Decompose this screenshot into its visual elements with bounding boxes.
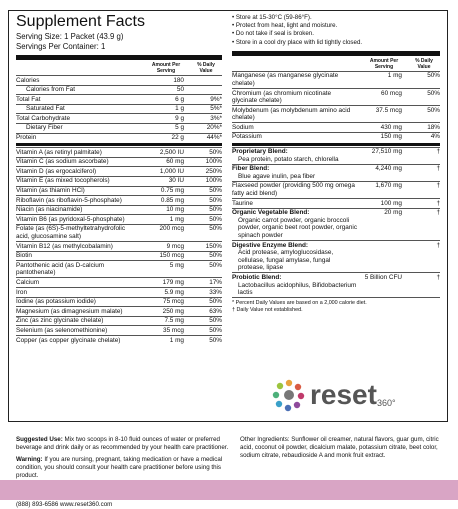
nutrient-label: Pantothenic acid (as D-calcium pantothenate) <box>16 261 105 277</box>
nutrient-row <box>16 260 222 277</box>
warning-label: Warning: <box>16 456 43 463</box>
nutrient-row <box>232 208 440 240</box>
facts-left-column <box>16 14 222 345</box>
nutrient-table-left <box>16 75 222 345</box>
footnote-dv: * Percent Daily Values are based on a 2,000 calorie diet. <box>232 300 367 307</box>
nutrient-row <box>16 287 222 297</box>
nutrient-amount: 1 g <box>175 105 184 113</box>
nutrient-row <box>16 195 222 205</box>
nutrient-dv: 18% <box>427 123 440 131</box>
nutrient-label: Calories <box>16 76 40 84</box>
blend-ingredients: Lactobacillus acidophilus, Bifidobacterium lactis <box>238 281 357 297</box>
nutrient-label: Sodium <box>232 123 254 131</box>
nutrient-label: Calories from Fat <box>26 86 76 94</box>
nutrient-amount: 180 <box>173 76 184 84</box>
nutrient-row <box>16 205 222 215</box>
nutrient-name <box>16 77 142 85</box>
storage-item: • Do not take if seal is broken. <box>232 30 440 38</box>
nutrient-label: Iodine (as potassium iodide) <box>16 298 96 306</box>
nutrient-dv: 50% <box>209 261 222 269</box>
footnotes <box>232 297 440 314</box>
nutrient-name <box>16 298 142 306</box>
nutrient-row <box>16 297 222 307</box>
nutrient-amount: 9 g <box>175 114 184 122</box>
nutrient-row <box>16 166 222 176</box>
nutrient-dv: 100% <box>205 177 222 185</box>
nutrient-dv: 33% <box>209 288 222 296</box>
nutrient-label: Riboflavin (as riboflavin-5-phosphate) <box>16 196 122 204</box>
nutrient-amount: 60 mg <box>166 158 184 166</box>
nutrient-row <box>16 306 222 316</box>
nutrient-dv: † <box>436 199 440 207</box>
nutrient-dv: 50% <box>209 252 222 260</box>
nutrient-amount: 5 Billion CFU <box>364 273 402 281</box>
nutrient-name <box>16 105 142 113</box>
nutrient-dv: 50% <box>209 215 222 223</box>
nutrient-amount: 6 g <box>175 95 184 103</box>
nutrient-label: Dietary Fiber <box>26 124 63 132</box>
nutrient-name <box>16 206 142 214</box>
nutrient-dv: 4% <box>430 133 440 141</box>
nutrient-amount: 20 mg <box>384 209 402 217</box>
nutrient-name <box>232 200 360 208</box>
nutrient-name <box>16 134 142 142</box>
nutrient-name <box>16 327 142 335</box>
warning-text: If you are nursing, pregnant, taking medication or have a medical condition, you should consult your health care practitioner before using this product. <box>16 456 223 479</box>
nutrient-row <box>16 85 222 95</box>
nutrient-label: Selenium (as selenomethionine) <box>16 326 108 334</box>
storage-list <box>232 14 440 47</box>
nutrient-name <box>16 279 142 287</box>
nutrient-row <box>16 251 222 261</box>
nutrient-amount: 37.5 mcg <box>375 106 402 114</box>
nutrient-dv: 20%* <box>206 124 222 132</box>
nutrient-label: Flaxseed powder (providing 500 mg omega fatty acid blend) <box>232 182 355 198</box>
suggested-use-label: Suggested Use: <box>16 436 63 443</box>
nutrient-label: Niacin (as niacinamide) <box>16 206 83 214</box>
nutrient-amount: 1,670 mg <box>375 182 402 190</box>
nutrient-name <box>232 165 360 180</box>
nutrient-name <box>16 177 142 185</box>
col-amount: Amount Per Serving <box>151 62 181 74</box>
blend-ingredients: Pea protein, potato starch, chlorella <box>238 155 339 163</box>
nutrient-name <box>16 243 142 251</box>
nutrient-amount: 27,510 mg <box>371 148 402 156</box>
nutrient-row <box>232 181 440 198</box>
nutrient-row <box>16 335 222 345</box>
nutrient-label: Molybdenum (as molybdenum amino acid chelate) <box>232 106 351 122</box>
nutrient-dv: 100% <box>205 158 222 166</box>
nutrient-label: Vitamin E (as mixed tocopherols) <box>16 177 110 185</box>
nutrient-label: Calcium <box>16 278 40 286</box>
nutrient-label: Proprietary Blend: <box>232 148 288 156</box>
nutrient-amount: 179 mg <box>162 278 184 286</box>
nutrient-amount: 7.5 mg <box>164 317 184 325</box>
pink-band <box>0 480 458 500</box>
nutrient-amount: 200 mcg <box>159 225 184 233</box>
nutrient-name <box>16 197 142 205</box>
nutrient-dv: 50% <box>427 72 440 80</box>
nutrient-name <box>232 72 360 87</box>
nutrient-amount: 2,500 IU <box>159 148 184 156</box>
nutrient-row <box>232 272 440 297</box>
nutrient-dv: 50% <box>209 148 222 156</box>
nutrient-row <box>16 214 222 224</box>
nutrient-label: Potassium <box>232 133 262 141</box>
nutrient-name <box>16 96 142 104</box>
nutrient-amount: 75 mcg <box>163 298 184 306</box>
nutrient-name <box>232 182 360 197</box>
nutrient-name <box>232 107 360 122</box>
nutrient-table-right <box>232 71 440 142</box>
servings-per-container: Servings Per Container: 1 <box>16 42 106 51</box>
serving-size: Serving Size: 1 Packet (43.9 g) <box>16 32 124 41</box>
nutrient-label: Vitamin B6 (as pyridoxal-5-phosphate) <box>16 215 125 223</box>
storage-item: • Store in a cool dry place with lid tightly closed. <box>232 39 440 47</box>
nutrient-amount: 150 mcg <box>159 252 184 260</box>
nutrient-label: Vitamin (as thiamin HCl) <box>16 187 85 195</box>
nutrient-dv: 9%* <box>210 95 222 103</box>
nutrient-dv: † <box>436 165 440 173</box>
nutrient-label: Vitamin B12 (as methylcobalamin) <box>16 242 113 250</box>
nutrient-label: Chromium (as chromium nicotinate glycinate chelate) <box>232 89 332 105</box>
nutrient-amount: 5.9 mg <box>164 288 184 296</box>
col-dv: % Daily Value <box>415 57 433 70</box>
nutrient-amount: 1 mg <box>387 72 402 80</box>
nutrient-dv: 50% <box>209 206 222 214</box>
nutrient-label: Folate (as (6S)-5-methyltetrahydrofolic acid, glucosamine salt) <box>16 225 126 240</box>
nutrient-dv: 250% <box>205 167 222 175</box>
divider-thick <box>16 55 222 60</box>
nutrient-row <box>16 104 222 114</box>
nutrient-row <box>16 176 222 186</box>
logo-word: reset <box>310 379 377 410</box>
nutrient-label: Protein <box>16 134 37 142</box>
col-dv: % Daily Value <box>197 62 215 74</box>
other-ingredients: Other Ingredients: Sunflower oil creamer, natural flavors, guar gum, citric acid, coconut oil powder, dicalcium malate, potassium citrate, beet color, sodium citrate, rebaudioside A and monk fruit extract. <box>240 436 439 459</box>
nutrient-row <box>16 224 222 241</box>
nutrient-name <box>232 90 360 105</box>
nutrient-row <box>16 75 222 85</box>
nutrient-dv: 50% <box>209 225 222 233</box>
nutrient-label: Digestive Enzyme Blend: <box>232 241 308 249</box>
nutrient-row <box>232 132 440 142</box>
nutrient-row <box>232 240 440 272</box>
divider-medium <box>232 143 440 146</box>
nutrient-row <box>16 94 222 104</box>
nutrient-dv: † <box>436 148 440 156</box>
nutrient-row <box>16 147 222 157</box>
nutrient-name <box>16 115 142 123</box>
nutrient-amount: 4,240 mg <box>375 165 402 173</box>
nutrient-label: Vitamin A (as retinyl palmitate) <box>16 148 102 156</box>
nutrient-dv: † <box>436 209 440 217</box>
nutrient-name <box>16 86 142 94</box>
nutrient-row <box>232 198 440 208</box>
nutrient-dv: 63% <box>209 307 222 315</box>
manufacturer-contact: (888) 893-6586 www.reset360.com <box>16 501 113 508</box>
nutrient-row <box>16 241 222 251</box>
nutrient-amount: 9 mcg <box>166 242 184 250</box>
nutrient-label: Magnesium (as dimagnesium malate) <box>16 307 123 315</box>
nutrient-label: Manganese (as manganese glycinate chelate) <box>232 72 339 87</box>
nutrient-row <box>232 164 440 181</box>
nutrient-amount: 50 <box>176 86 184 94</box>
nutrient-label: Fiber Blend: <box>232 165 270 173</box>
nutrient-row <box>16 316 222 326</box>
storage-item: • Store at 15-30°C (59-86°F). <box>232 14 440 22</box>
nutrient-name <box>16 168 142 176</box>
nutrient-amount: 1 mg <box>169 336 184 344</box>
col-amount: Amount Per Serving <box>369 57 399 70</box>
storage-item: • Protect from heat, light and moisture. <box>232 22 440 30</box>
nutrient-row <box>16 325 222 335</box>
nutrient-name <box>232 148 360 163</box>
nutrient-name <box>16 187 142 195</box>
nutrient-amount: 35 mcg <box>163 326 184 334</box>
nutrient-name <box>232 133 360 141</box>
blend-ingredients: Blue agave inulin, pea fiber <box>238 172 316 180</box>
nutrient-amount: 5 mg <box>169 261 184 269</box>
nutrient-dv: † <box>436 182 440 190</box>
logo-superscript: 360° <box>376 398 396 408</box>
nutrient-label: Biotin <box>16 252 32 260</box>
nutrient-dv: 50% <box>209 326 222 334</box>
nutrient-name <box>16 337 142 345</box>
nutrient-name <box>16 252 142 260</box>
nutrient-amount: 100 mg <box>380 199 402 207</box>
nutrient-amount: 0.85 mg <box>160 196 184 204</box>
nutrient-name <box>232 242 360 272</box>
nutrient-name <box>16 149 142 157</box>
nutrient-amount: 1,000 IU <box>159 167 184 175</box>
facts-title: Supplement Facts <box>16 13 145 30</box>
nutrient-row <box>16 186 222 196</box>
nutrient-row <box>232 71 440 88</box>
divider-thick <box>232 51 440 56</box>
nutrient-name <box>232 274 360 297</box>
nutrient-amount: 150 mg <box>380 133 402 141</box>
nutrient-name <box>16 289 142 297</box>
nutrient-name <box>232 124 360 132</box>
nutrient-amount: 250 mg <box>162 307 184 315</box>
nutrient-dv: 44%* <box>206 134 222 142</box>
nutrient-row <box>16 123 222 133</box>
nutrient-name <box>16 158 142 166</box>
nutrient-name <box>232 209 360 239</box>
footnote-dagger: † Daily Value not established. <box>232 307 303 314</box>
nutrient-dv: 5%* <box>210 105 222 113</box>
nutrient-dv: † <box>436 273 440 281</box>
nutrient-amount: 1 mg <box>169 215 184 223</box>
blend-ingredients: Organic carrot powder, organic broccoli powder, organic beet root powder, organic spinach powder <box>238 216 358 239</box>
facts-right-column <box>232 14 440 314</box>
column-header <box>16 62 222 74</box>
nutrient-dv: 150% <box>205 242 222 250</box>
nutrient-dv: 50% <box>209 317 222 325</box>
nutrient-label: Total Carbohydrate <box>16 114 70 122</box>
nutrient-row <box>232 105 440 122</box>
nutrient-name <box>16 225 142 240</box>
nutrient-name <box>16 308 142 316</box>
nutrient-row <box>232 122 440 132</box>
nutrient-dv: 50% <box>209 298 222 306</box>
nutrient-label: Saturated Fat <box>26 105 65 113</box>
nutrient-dv: 3%* <box>210 114 222 122</box>
blend-ingredients: Acid protease, amyloglucosidase, cellulase, fungal amylase, fungal protease, lipase <box>238 249 334 272</box>
nutrient-label: Vitamin C (as sodium ascorbate) <box>16 158 109 166</box>
nutrient-name <box>16 124 142 132</box>
nutrient-dv: 50% <box>427 106 440 114</box>
nutrient-label: Vitamin D (as ergocalciferol) <box>16 167 97 175</box>
nutrient-name <box>16 262 142 277</box>
reset360-logo <box>272 378 396 412</box>
nutrient-label: Zinc (as zinc glycinate chelate) <box>16 317 104 325</box>
nutrient-dv: † <box>436 241 440 249</box>
nutrient-label: Probiotic Blend: <box>232 273 282 281</box>
divider-medium <box>16 143 222 146</box>
nutrient-amount: 5 g <box>175 124 184 132</box>
nutrient-amount: 30 IU <box>168 177 184 185</box>
nutrient-amount: 22 g <box>171 134 184 142</box>
nutrient-amount: 430 mg <box>380 123 402 131</box>
nutrient-dv: 50% <box>209 336 222 344</box>
nutrient-label: Taurine <box>232 199 253 207</box>
nutrient-amount: 10 mg <box>166 206 184 214</box>
nutrient-dv: 50% <box>427 89 440 97</box>
column-header <box>232 58 440 70</box>
nutrient-row <box>232 88 440 105</box>
nutrient-label: Copper (as copper glycinate chelate) <box>16 336 121 344</box>
nutrient-name <box>16 216 142 224</box>
dot-circle-icon <box>272 378 306 412</box>
nutrient-amount: 60 mcg <box>381 89 402 97</box>
nutrient-dv: 17% <box>209 278 222 286</box>
nutrient-label: Total Fat <box>16 95 41 103</box>
nutrient-name <box>16 317 142 325</box>
nutrient-dv: 50% <box>209 187 222 195</box>
blend-table <box>232 147 440 298</box>
suggested-use-text: Mix two scoops in 8-10 fluid ounces of water or preferred beverage and drink daily or as recommended by your health care practitioner. <box>16 436 229 451</box>
nutrient-row <box>232 147 440 164</box>
nutrient-row <box>16 113 222 123</box>
nutrient-row <box>16 277 222 287</box>
nutrient-dv: 50% <box>209 196 222 204</box>
nutrient-label: Iron <box>16 288 28 296</box>
nutrient-row <box>16 157 222 167</box>
nutrient-amount: 0.75 mg <box>160 187 184 195</box>
nutrient-label: Organic Vegetable Blend: <box>232 209 310 217</box>
nutrient-row <box>16 133 222 143</box>
